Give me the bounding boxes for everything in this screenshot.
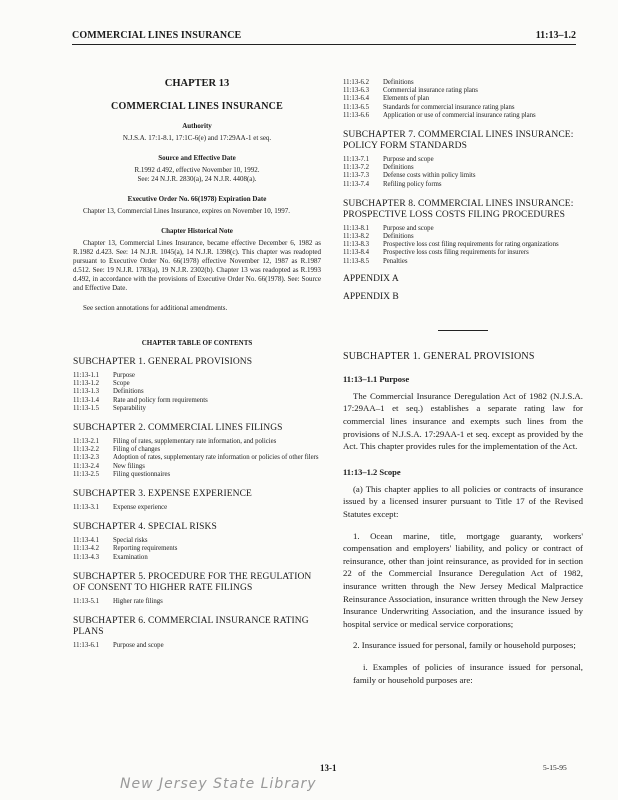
header-section: 11:13–1.2 — [535, 30, 576, 41]
toc-item: 11:13-1.5 Separability — [73, 404, 146, 412]
section-1-1-text: The Commercial Insurance Deregulation Act of 1982 (N.J.S.A. 17:29AA–1 et seq.) establishes a separate rating law for commercial lines insurance and exempts such lines from the provisions of N.J.S.A. 17:29AA-1 et seq. except as provided by the Act. This chapter provides rules for the implementation of the Act. — [343, 390, 583, 452]
section-1-2-para-i: i. Examples of policies of insurance issued for personal, family or household purposes are: — [353, 661, 583, 685]
toc-item: 11:13-2.1 Filing of rates, supplementary rate information, and policies — [73, 438, 277, 446]
history-text: Chapter 13, Commercial Lines Insurance, became effective December 6, 1982 as R.1982 d.423. See: 14 N.J.R. 1045(a), 14 N.J.R. 1398(c). This chapter was readopted pursuant to Executive Order No. 66(1978) effective November 12, 1987 as R.1987 d.512. See: 19 N.J.R. 1783(a), 19 N.J.R. 2302(b). Chapter 13 was readopted as R.1993 d.492, in accordance with the provisions of Executive Order No. 66(1978). See: Source and Effective Date. — [73, 239, 321, 292]
toc-item: 11:13-1.1 Purpose — [73, 372, 135, 379]
history-heading: Chapter Historical Note — [161, 227, 233, 235]
toc-list-6-cont — [343, 79, 583, 120]
toc-item: 11:13-2.2 Filing of changes — [73, 446, 161, 454]
toc-subchapter-5: SUBCHAPTER 5. PROCEDURE FOR THE REGULATION OF CONSENT TO HIGHER RATE FILINGS — [73, 571, 312, 593]
source-text-2: See: 24 N.J.R. 2830(a), 24 N.J.R. 4408(a). — [137, 175, 257, 183]
source-text-1: R.1992 d.492, effective November 10, 1992. — [134, 166, 260, 174]
toc-item: 11:13-8.5 Penalties — [343, 257, 408, 265]
toc-item: 11:13-4.2 Reporting requirements — [73, 545, 178, 553]
toc-list-7 — [343, 156, 583, 189]
running-header — [72, 30, 576, 44]
toc-subchapter-8: SUBCHAPTER 8. COMMERCIAL LINES INSURANCE: PROSPECTIVE LOSS COSTS FILING PROCEDURES — [343, 198, 574, 220]
toc-item: 11:13-7.1 Purpose and scope — [343, 156, 434, 164]
eo-heading: Executive Order No. 66(1978) Expiration Date — [127, 195, 267, 203]
toc-item: 11:13-1.4 Rate and policy form requirements — [73, 396, 208, 404]
toc-item: 11:13-6.4 Elements of plan — [343, 95, 430, 103]
toc-item: 11:13-8.4 Prospective loss costs filing requirements for insurers — [343, 249, 529, 257]
toc-subchapter-4: SUBCHAPTER 4. SPECIAL RISKS — [73, 522, 217, 533]
chapter-number: CHAPTER 13 — [164, 78, 230, 89]
toc-item: 11:13-4.1 Special risks — [73, 537, 148, 545]
authority-heading: Authority — [182, 122, 212, 130]
toc-item: 11:13-8.2 Definitions — [343, 233, 414, 241]
revision-date: 5-15-95 — [543, 763, 567, 772]
toc-item: 11:13-5.1 Higher rate filings — [73, 597, 163, 605]
appendix-a: APPENDIX A — [343, 273, 399, 284]
section-1-2-para-a: (a) This chapter applies to all policies or contracts of insurance issued by a licensed insurer pursuant to Title 17 of the Revised Statutes except: — [343, 483, 583, 519]
toc-subchapter-6: SUBCHAPTER 6. COMMERCIAL INSURANCE RATING PLANS — [73, 616, 309, 638]
toc-item: 11:13-6.2 Definitions — [343, 79, 414, 86]
toc-item: 11:13-7.2 Definitions — [343, 164, 414, 172]
section-1-2-para-2: 2. Insurance issued for personal, family or household purposes; — [353, 640, 576, 651]
authority-text: N.J.S.A. 17:1-8.1, 17:1C-6(e) and 17:29AA-1 et seq. — [122, 134, 272, 142]
source-heading: Source and Effective Date — [158, 154, 236, 162]
library-stamp: New Jersey State Library — [120, 776, 317, 792]
toc-item: 11:13-1.2 Scope — [73, 380, 130, 388]
section-1-2-heading: 11:13–1.2 Scope — [343, 466, 401, 477]
section-1-1-heading: 11:13–1.1 Purpose — [343, 373, 410, 384]
appendix-b: APPENDIX B — [343, 291, 399, 302]
toc-item: 11:13-7.3 Defense costs within policy limits — [343, 172, 476, 180]
right-column — [343, 79, 583, 695]
toc-subchapter-1: SUBCHAPTER 1. GENERAL PROVISIONS — [73, 357, 253, 367]
toc-item: 11:13-2.4 New filings — [73, 462, 145, 470]
header-rule — [72, 44, 576, 45]
toc-list-2 — [73, 438, 321, 479]
body-subchapter-heading: SUBCHAPTER 1. GENERAL PROVISIONS — [343, 350, 535, 362]
toc-item: 11:13-2.3 Adoption of rates, supplementary rate information or policies of other filers — [73, 454, 319, 462]
chapter-title: COMMERCIAL LINES INSURANCE — [111, 101, 283, 112]
section-divider — [438, 330, 488, 331]
toc-item: 11:13-8.1 Purpose and scope — [343, 224, 434, 232]
left-column — [73, 78, 321, 650]
toc-item: 11:13-7.4 Refiling policy forms — [343, 180, 442, 188]
toc-item: 11:13-6.3 Commercial insurance rating plans — [343, 87, 478, 95]
header-title: COMMERCIAL LINES INSURANCE — [72, 30, 242, 41]
see-note: See section annotations for additional amendments. — [83, 304, 228, 312]
toc-item: 11:13-6.5 Standards for commercial insurance rating plans — [343, 103, 515, 111]
section-1-2-para-1: 1. Ocean marine, title, mortgage guaranty, workers' compensation and employers' liability, and policy or contract of reinsurance, other than joint reinsurance, as provided for in section 22 of the Commercial Insurance Deregulation Act of 1982, insurance written through the New Jersey Medical Malpractice Reinsurance Association, insurance written through the New Jersey Insurance Underwriting Association, and the insurance issued by hospital service or medical service corporations; — [343, 530, 583, 629]
toc-subchapter-2: SUBCHAPTER 2. COMMERCIAL LINES FILINGS — [73, 423, 283, 434]
toc-item: 11:13-3.1 Expense experience — [73, 504, 168, 512]
toc-item: 11:13-6.6 Application or use of commercial insurance rating plans — [343, 111, 536, 119]
toc-item: 11:13-8.3 Prospective loss cost filing requirements for rating organizations — [343, 241, 559, 249]
toc-list-8 — [343, 225, 583, 266]
toc-heading: CHAPTER TABLE OF CONTENTS — [141, 339, 253, 347]
toc-item: 11:13-4.3 Examination — [73, 553, 148, 561]
toc-list-1 — [73, 372, 321, 413]
toc-item: 11:13-1.3 Definitions — [73, 388, 144, 396]
toc-item: 11:13-2.5 Filing questionnaires — [73, 470, 171, 478]
toc-subchapter-3: SUBCHAPTER 3. EXPENSE EXPERIENCE — [73, 489, 252, 500]
toc-subchapter-7: SUBCHAPTER 7. COMMERCIAL LINES INSURANCE: POLICY FORM STANDARDS — [343, 130, 574, 152]
toc-list-4 — [73, 537, 321, 562]
page-number: 13-1 — [320, 763, 337, 773]
toc-item: 11:13-6.1 Purpose and scope — [73, 642, 164, 650]
eo-text: Chapter 13, Commercial Lines Insurance, expires on November 10, 1997. — [83, 207, 291, 215]
